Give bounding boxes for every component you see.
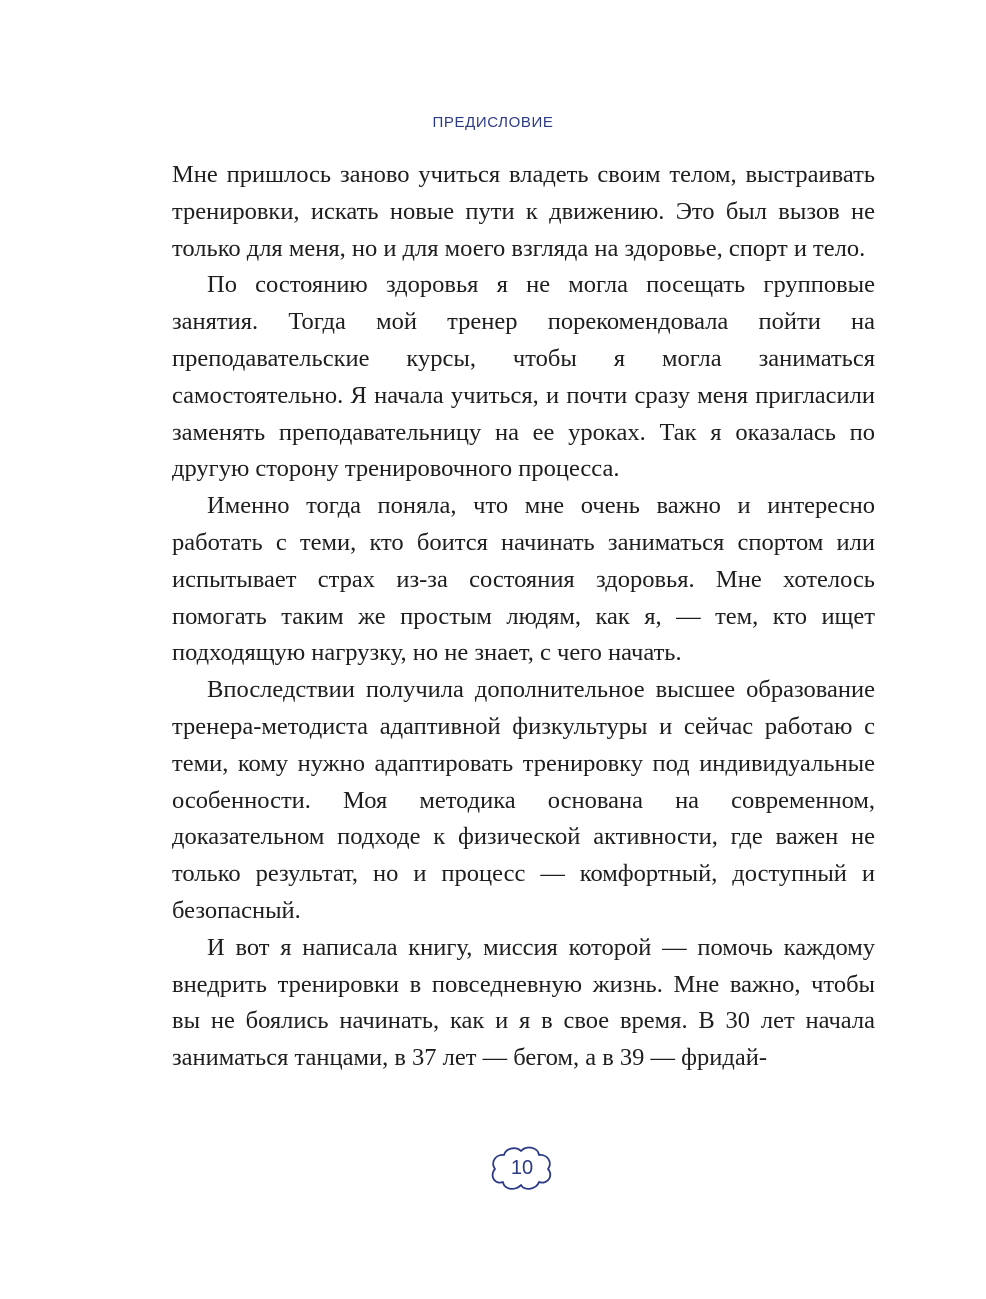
- paragraph-5: И вот я написала книгу, миссия которой — помочь каждому внедрить тренировки в повседневную жизнь. Мне важно, чтобы вы не боялись начинать, как и я в свое время. В 30 лет начала заниматься танцами, в 37 лет — бегом, а в 39 — фридай-: [172, 933, 875, 1072]
- paragraph-4: Впоследствии получила дополнительное высшее образование тренера-методиста адаптивной физкультуры и сейчас работаю с теми, кому нужно адаптировать тренировку под индивидуальные особенности. Моя методика основана на современном, доказательном подходе к физической активности, где важен не только результат, но и процесс — комфортный, доступный и безопасный.: [172, 676, 875, 924]
- paragraph-2: По состоянию здоровья я не могла посещать групповые занятия. Тогда мой тренер порекомендовала пойти на преподавательские курсы, чтобы я могла заниматься самостоятельно. Я начала учиться, и почти сразу меня пригласили заменять преподавательницу на ее уроках. Так я оказалась по другую сторону тренировочного процесса.: [172, 271, 875, 483]
- page-number: 10: [510, 1157, 534, 1179]
- body-text: [172, 157, 875, 1077]
- paragraph-3: Именно тогда поняла, что мне очень важно и интересно работать с теми, кто боится начинать заниматься спортом или испытывает страх из-за состояния здоровья. Мне хотелось помогать таким же простым людям, как я, — тем, кто ищет подходящую нагрузку, но не знает, с чего начать.: [172, 492, 875, 667]
- page-number-badge: [488, 1143, 556, 1193]
- running-header: ПРЕДИСЛОВИЕ: [432, 114, 554, 131]
- paragraph-1: Мне пришлось заново учиться владеть своим телом, выстраивать тренировки, искать новые пути к движению. Это был вызов не только для меня, но и для моего взгляда на здоровье, спорт и тело.: [172, 161, 875, 262]
